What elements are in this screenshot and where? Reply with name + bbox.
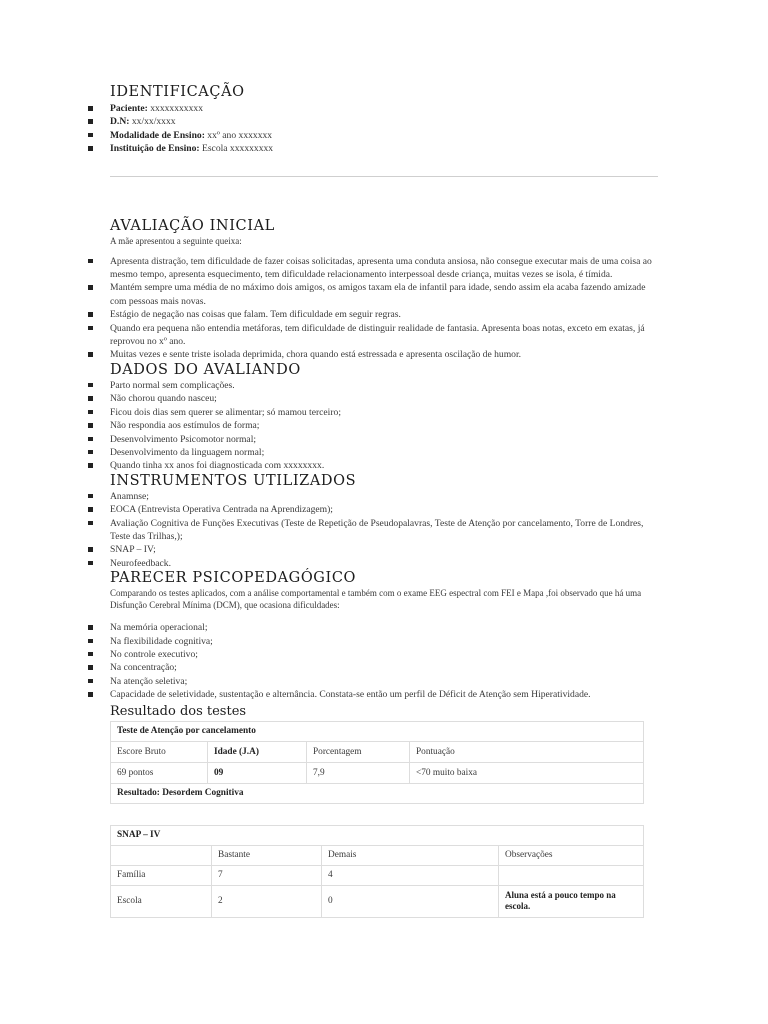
list-item: Quando era pequena não entendia metáforas, tem dificuldade de distinguir realidade de fantasia. Apresenta boas notas, exceto em exatas, já reprovou no xº ano.	[110, 322, 660, 349]
instrumentos-list	[110, 490, 660, 570]
table-cell: 7,9	[307, 762, 410, 783]
table-header: Observações	[499, 845, 644, 865]
table-cell: <70 muito baixa	[410, 762, 644, 783]
section-divider	[110, 176, 658, 177]
table-cell: 4	[322, 865, 499, 885]
list-item: Não respondia aos estímulos de forma;	[110, 419, 660, 432]
section-title-instrumentos: INSTRUMENTOS UTILIZADOS	[110, 472, 357, 489]
identificacao-list	[110, 102, 660, 156]
list-item: Quando tinha xx anos foi diagnosticada com xxxxxxxx.	[110, 459, 660, 472]
table-header: Porcentagem	[307, 741, 410, 762]
table-result: Resultado: Desordem Cognitiva	[111, 783, 644, 803]
table-cell: Escola	[111, 885, 212, 917]
dados-list	[110, 379, 660, 473]
parecer-list	[110, 621, 660, 701]
list-item	[110, 129, 660, 142]
list-item: Parto normal sem complicações.	[110, 379, 660, 392]
table-cell	[499, 865, 644, 885]
section-title-identificacao: IDENTIFICAÇÃO	[110, 84, 245, 100]
table-cell: 0	[322, 885, 499, 917]
list-item	[110, 115, 660, 128]
list-item: Apresenta distração, tem dificuldade de fazer coisas solicitadas, apresenta uma conduta ansiosa, não consegue executar mais de uma coisa ao mesmo tempo, apresenta esquecimento, tem dificuldade relacionamento interpessoal desde criança, muitas vezes se isola, é tímida.	[110, 255, 660, 282]
section-title-dados: DADOS DO AVALIANDO	[110, 361, 301, 378]
list-item: Ficou dois dias sem querer se alimentar; só mamou terceiro;	[110, 406, 660, 419]
list-item: Capacidade de seletividade, sustentação e alternância. Constata-se então um perfil de Déficit de Atenção sem Hiperatividade.	[110, 688, 660, 701]
table-header: Escore Bruto	[111, 741, 208, 762]
table-cell: 69 pontos	[111, 762, 208, 783]
list-item: Na memória operacional;	[110, 621, 660, 634]
item-label: D.N:	[110, 116, 130, 128]
table-header: Pontuação	[410, 741, 644, 762]
list-item: SNAP – IV;	[110, 543, 660, 556]
list-item: Avaliação Cognitiva de Funções Executivas (Teste de Repetição de Pseudopalavras, Teste de Atenção por cancelamento, Torre de Londres, Teste das Trilhas,);	[110, 517, 660, 544]
table-cell: Família	[111, 865, 212, 885]
avaliacao-intro: A mãe apresentou a seguinte queixa:	[110, 235, 242, 246]
table-cell: 7	[212, 865, 322, 885]
list-item: Na concentração;	[110, 661, 660, 674]
section-title-avaliacao: AVALIAÇÃO INICIAL	[110, 217, 275, 234]
table-header: Demais	[322, 845, 499, 865]
list-item: No controle executivo;	[110, 648, 660, 661]
list-item: Não chorou quando nasceu;	[110, 392, 660, 405]
list-item: Anamnse;	[110, 490, 660, 503]
list-item: Desenvolvimento Psicomotor normal;	[110, 433, 660, 446]
table-cell: 2	[212, 885, 322, 917]
list-item: Estágio de negação nas coisas que falam. Tem dificuldade em seguir regras.	[110, 308, 660, 321]
list-item: Mantém sempre uma média de no máximo dois amigos, os amigos taxam ela de infantil para idade, sendo assim ela acaba fazendo amizade com pessoas mais novas.	[110, 281, 660, 308]
table-header: Bastante	[212, 845, 322, 865]
list-item: Muitas vezes e sente triste isolada deprimida, chora quando está estressada e apresenta oscilação de humor.	[110, 348, 660, 361]
list-item: Na flexibilidade cognitiva;	[110, 635, 660, 648]
list-item: EOCA (Entrevista Operativa Centrada na Aprendizagem);	[110, 503, 660, 516]
document-page	[110, 84, 660, 918]
item-label: Instituição de Ensino:	[110, 143, 200, 155]
item-value: xx/xx/xxxx	[129, 116, 176, 128]
avaliacao-list	[110, 255, 660, 362]
table-title: Teste de Atenção por cancelamento	[111, 721, 644, 741]
parecer-intro: Comparando os testes aplicados, com a análise comportamental e também com o exame EEG espectral com FEI e Mapa ,foi observado que há uma Disfunção Cerebral Mínima (DCM), que ocasiona dificuldades:	[110, 588, 642, 611]
table-header	[111, 845, 212, 865]
table-title: SNAP – IV	[111, 825, 644, 845]
list-item: Na atenção seletiva;	[110, 675, 660, 688]
table-cell: 09	[208, 762, 307, 783]
attention-test-table	[110, 721, 644, 804]
snap-iv-table	[110, 825, 644, 918]
list-item: Neurofeedback.	[110, 557, 660, 570]
item-value: xxº ano xxxxxxx	[204, 129, 273, 141]
item-label: Modalidade de Ensino:	[110, 129, 205, 141]
list-item	[110, 102, 660, 115]
table-header: Idade (J.A)	[208, 741, 307, 762]
list-item	[110, 142, 660, 155]
list-item: Desenvolvimento da linguagem normal;	[110, 446, 660, 459]
results-title: Resultado dos testes	[110, 703, 247, 719]
section-title-parecer: PARECER PSICOPEDAGÓGICO	[110, 570, 357, 587]
item-value: xxxxxxxxxxx	[147, 103, 203, 114]
item-label: Paciente:	[110, 103, 148, 114]
table-cell: Aluna está a pouco tempo na escola.	[499, 885, 644, 917]
item-value: Escola xxxxxxxxx	[199, 143, 274, 155]
